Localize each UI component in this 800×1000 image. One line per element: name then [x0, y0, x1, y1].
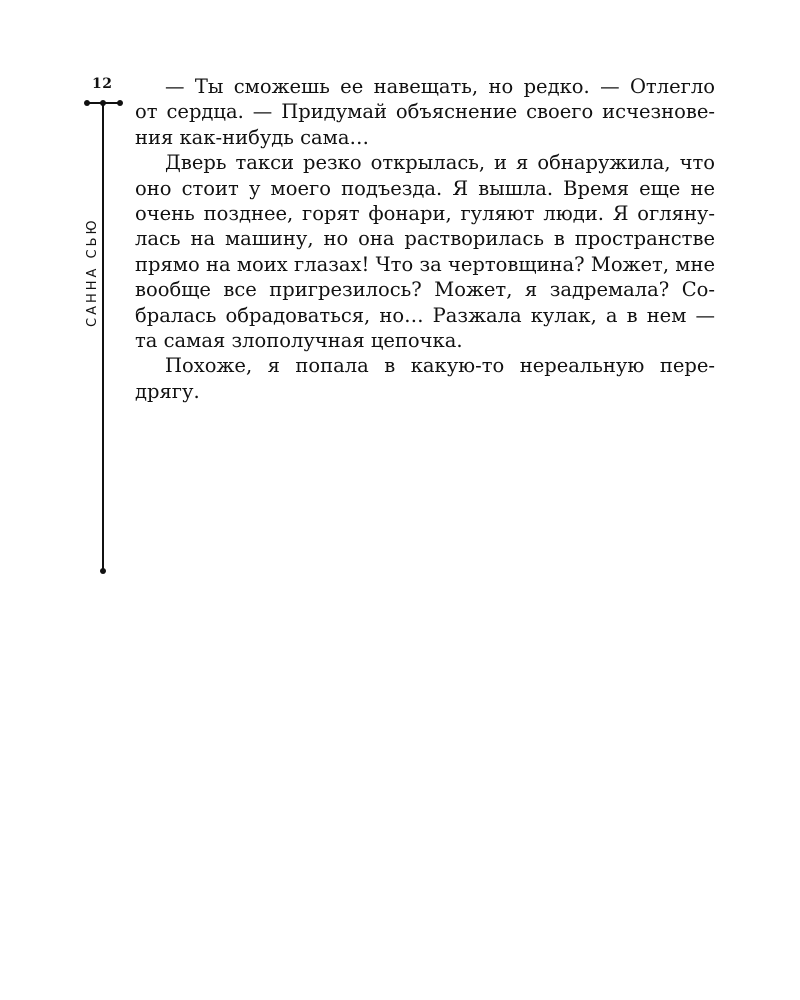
running-head	[83, 100, 123, 580]
page-number: 12	[92, 76, 113, 92]
running-head-dot	[117, 100, 123, 106]
text-line: лась на машину, но она растворилась в пространстве	[135, 227, 715, 251]
running-head-dot	[84, 100, 90, 106]
running-head-rule-vertical	[102, 102, 104, 572]
text-line: — Ты сможешь ее навещать, но редко. — Отлегло	[165, 75, 715, 98]
text-line: оно стоит у моего подъезда. Я вышла. Время еще не	[135, 176, 715, 200]
text-line: вообще все пригрезилось? Может, я задремала? Со-	[135, 278, 715, 302]
text-line: дрягу.	[135, 379, 200, 403]
text-line: прямо на моих глазах! Что за чертовщина? Может, мне	[135, 252, 715, 276]
text-line: Похоже, я попала в какую-то нереальную пере-	[165, 354, 715, 378]
text-line: ния как-нибудь сама…	[135, 125, 369, 149]
text-line: Дверь такси резко открылась, и я обнаружила, что	[165, 151, 715, 175]
text-line: та самая злополучная цепочка.	[135, 329, 463, 353]
running-head-dot	[100, 100, 106, 106]
running-head-dot	[100, 568, 106, 574]
running-head-author: САННА СЬЮ	[85, 212, 101, 332]
text-line: очень позднее, горят фонари, гуляют люди. Я огляну-	[135, 202, 715, 226]
text-line: бралась обрадоваться, но… Разжала кулак, а в нем —	[135, 303, 715, 327]
text-line: от сердца. — Придумай объяснение своего исчезнове-	[135, 100, 715, 124]
body-text	[135, 74, 715, 404]
